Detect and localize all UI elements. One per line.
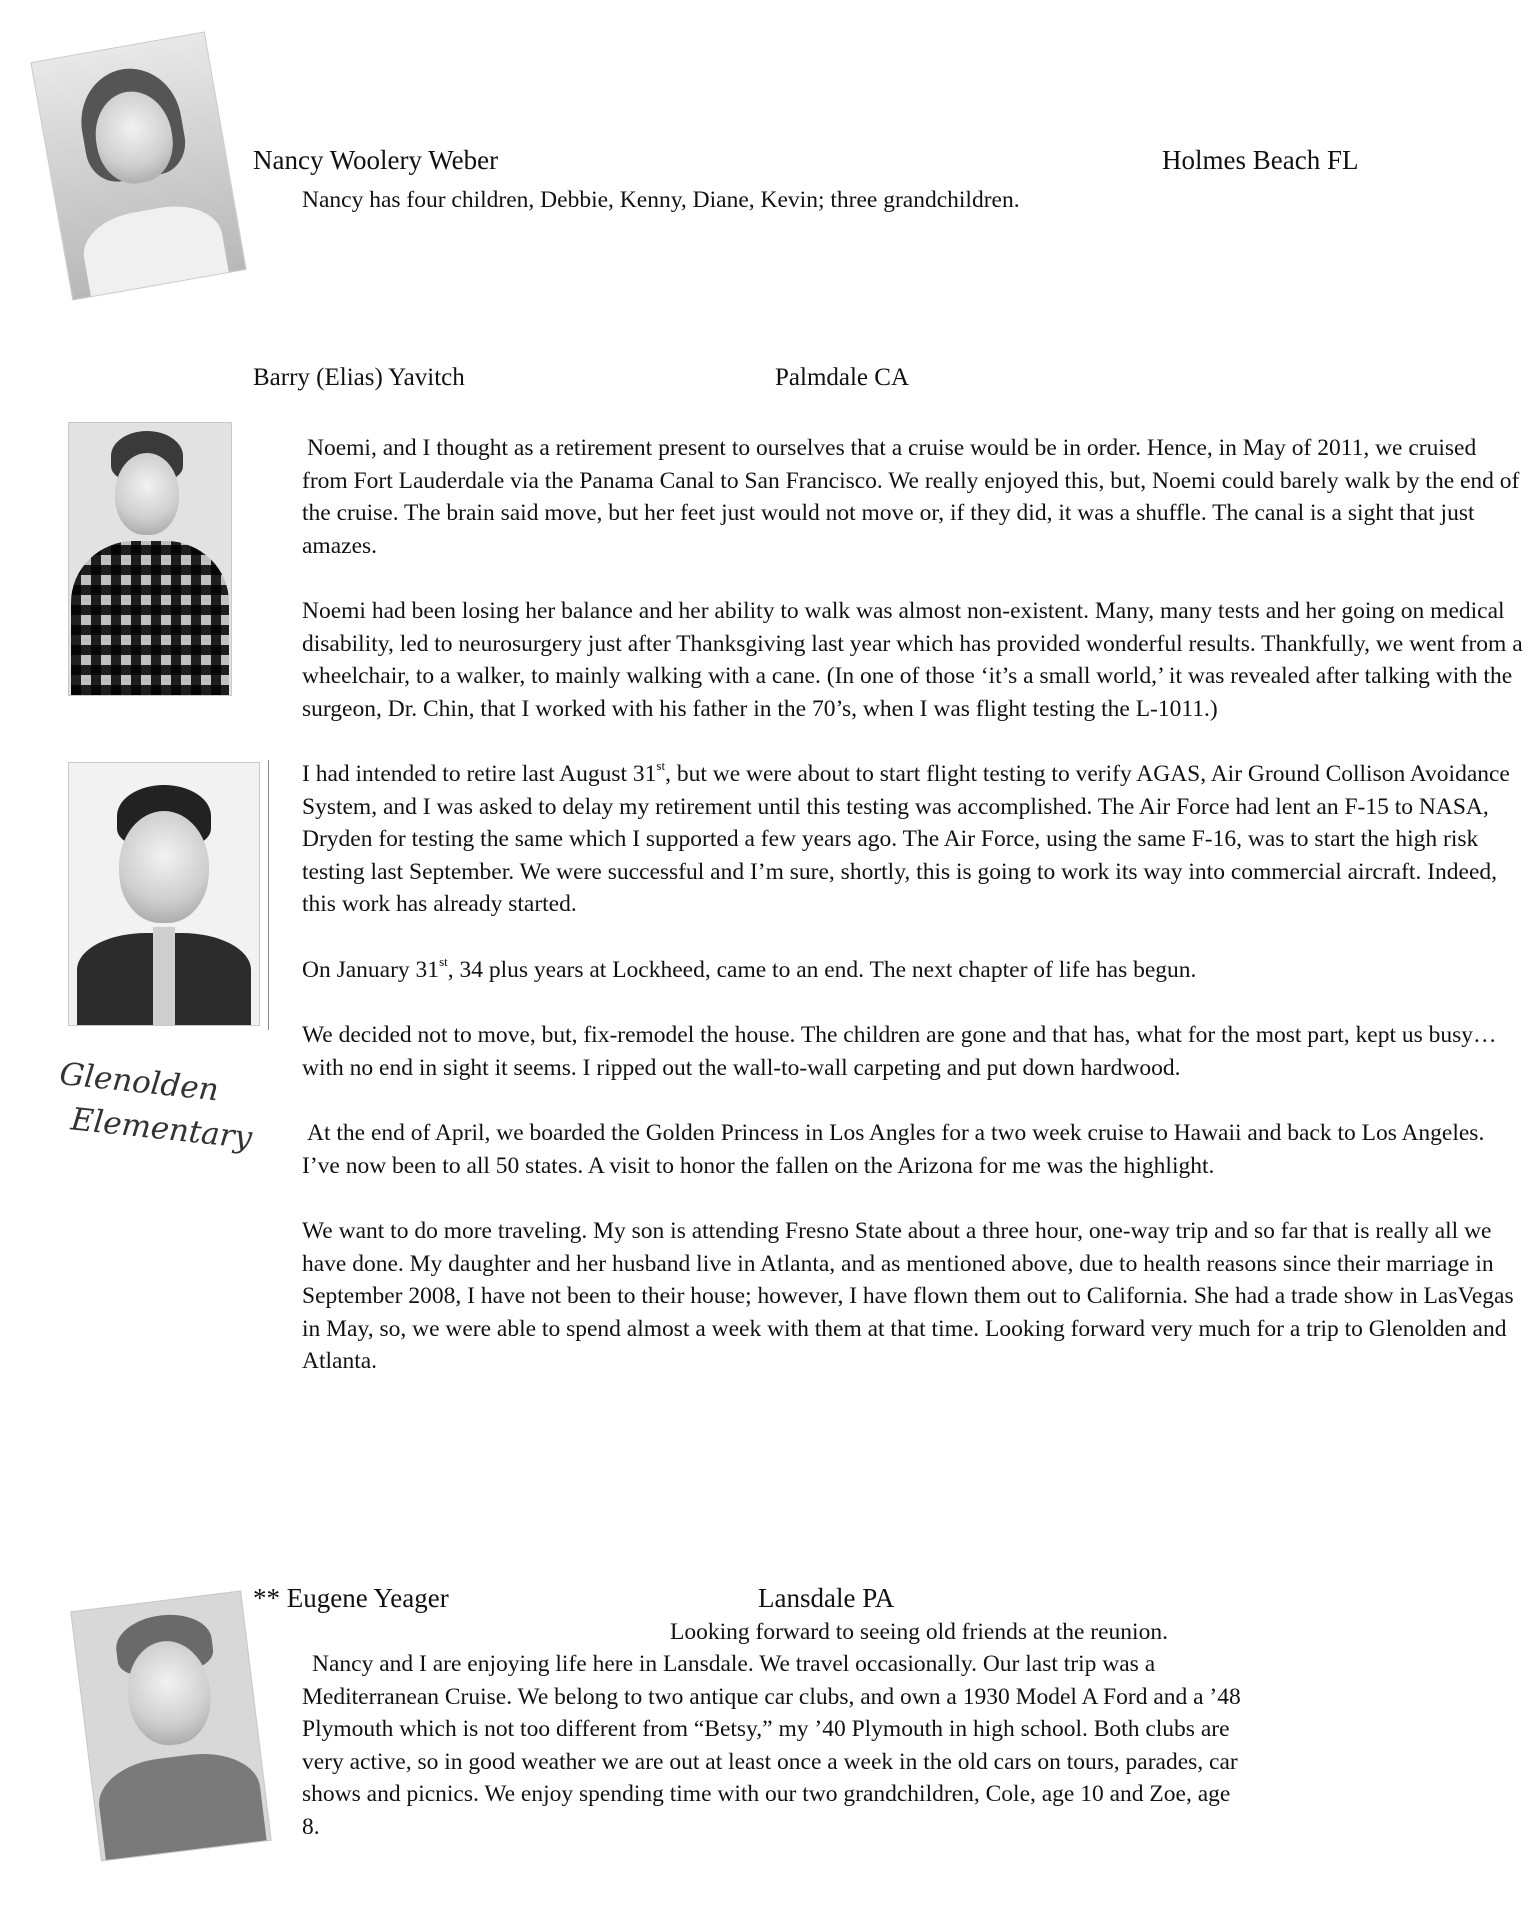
- entry-location: Holmes Beach FL: [1162, 145, 1359, 175]
- signature-line: Elementary: [69, 1101, 254, 1157]
- portrait-photo-nancy: [30, 31, 246, 300]
- entry-paragraph: [302, 954, 1527, 987]
- entry-paragraph: Nancy and I are enjoying life here in Lansdale. We travel occasionally. Our last trip was a Mediterranean Cruise. We belong to two antique car clubs, and own a 1930 Model A Ford and a ’48 Plymouth which is not too different from “Betsy,” my ’40 Plymouth in high school. Both clubs are very active, so in good weather we are out at least once a week in the old cars on tours, parades, car shows and picnics. We enjoy spending time with our two grandchildren, Cole, age 10 and Zoe, age 8.: [302, 1651, 1241, 1840]
- portrait-photo-barry-teen: [68, 422, 232, 696]
- text-run: I had intended to retire last August 31: [302, 761, 657, 787]
- entry-paragraph: Noemi had been losing her balance and her ability to walk was almost non-existent. Many, many tests and her going on medical disability, led to neurosurgery just after Thanksgiving last year which has provided wonderful results. Thankfully, we went from a wheelchair, to a walker, to mainly walking with a cane. (In one of those ‘it’s a small world,’ it was revealed after talking with the surgeon, Dr. Chin, that I worked with his father in the 70’s, when I was flight testing the L-1011.): [302, 598, 1523, 722]
- entry-paragraph: [302, 758, 1527, 921]
- divider-line: [268, 760, 269, 1030]
- entry-paragraph: At the end of April, we boarded the Golden Princess in Los Angles for a two week cruise to Hawaii and back to Los Angeles. I’ve now been to all 50 states. A visit to honor the fallen on the Arizona for me was the highlight.: [302, 1120, 1485, 1179]
- entry-paragraph: Noemi, and I thought as a retirement present to ourselves that a cruise would be in order. Hence, in May of 2011, we cruised from Fort Lauderdale via the Panama Canal to San Francisco. We really enjoyed this, but, Noemi could barely walk by the end of the cruise. The brain said move, but her feet just would not move or, if they did, it was a shuffle. The canal is a sight that just amazes.: [302, 435, 1520, 559]
- entry-name-text: Eugene Yeager: [286, 1583, 449, 1613]
- superscript: st: [656, 758, 666, 774]
- entry-paragraph: We want to do more traveling. My son is attending Fresno State about a three hour, one-way trip and so far that is really all we have done. My daughter and her husband live in Atlanta, and as mentioned above, due to health reasons since their marriage in September 2008, I have not been to their house; however, I have flown them out to California. She had a trade show in LasVegas in May, so, we were able to spend almost a week with them at that time. Looking forward very much for a trip to Glenolden and Atlanta.: [302, 1218, 1514, 1374]
- portrait-photo-barry-child: [68, 762, 260, 1026]
- entry-location: Lansdale PA: [758, 1583, 895, 1613]
- text-run: , 34 plus years at Lockheed, came to an end. The next chapter of life has begun.: [447, 956, 1197, 983]
- signature: [53, 1052, 259, 1160]
- entry-paragraph: We decided not to move, but, fix-remodel the house. The children are gone and that has, what for the most part, kept us busy… with no end in sight it seems. I ripped out the wall-to-wall carpeting and put down hardwood.: [302, 1022, 1497, 1081]
- portrait-photo-eugene: [70, 1590, 271, 1861]
- entry-name: Barry (Elias) Yavitch: [253, 364, 465, 391]
- entry-marker: **: [253, 1583, 280, 1613]
- signature-line: Glenolden: [57, 1055, 221, 1109]
- text-run: , but we were about to start flight testing to verify AGAS, Air Ground Collison Avoidance System, and I was asked to delay my retirement until this testing was accomplished. The Air Force had lent an F-15 to NASA, Dryden for testing the same which I supported a few years ago. The Air Force, using the same F-16, was to start the high risk testing last September. We were successful and I’m sure, shortly, this is going to work its way into commercial aircraft. Indeed, this work has already started.: [302, 761, 1510, 917]
- entry-paragraph: Nancy has four children, Debbie, Kenny, Diane, Kevin; three grandchildren.: [302, 187, 1020, 213]
- superscript: st: [439, 953, 448, 969]
- entry-location: Palmdale CA: [775, 364, 910, 391]
- text-run: On January 31: [302, 956, 440, 983]
- entry-body: [302, 432, 1527, 1411]
- entry-lead: Looking forward to seeing old friends at the reunion.: [670, 1619, 1168, 1645]
- entry-name: Nancy Woolery Weber: [253, 145, 499, 175]
- entry-name: [253, 1582, 449, 1614]
